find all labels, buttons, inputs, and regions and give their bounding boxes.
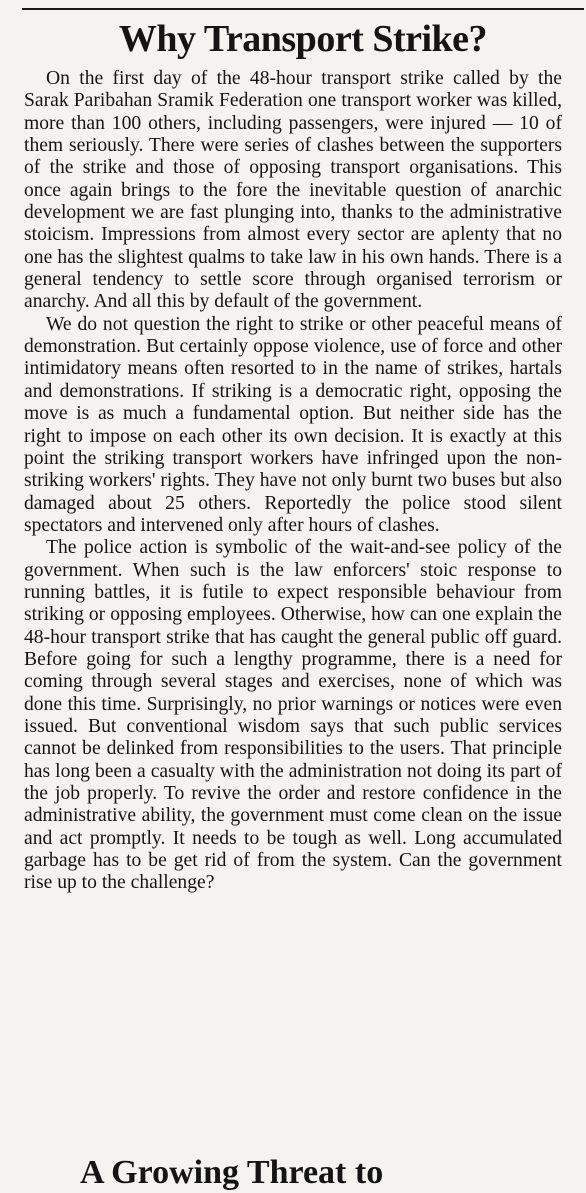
paragraph-3: The police action is symbolic of the wait-and-see policy of the government. When such is the law enforcers' stoic response to running battles, it is futile to expect responsible behaviour from striking or opposing employees. Otherwise, how can one explain the 48-hour transport strike that has caught the general public off guard. Before going for such a lengthy programme, there is a need for coming through several stages and exercises, none of which was done this time. Surprisingly, no prior warnings or notices were even issued. But conventional wisdom says that such public services cannot be delinked from responsibilities to the users. That principle has long been a casualty with the administration not doing its part of the job properly. To revive the order and restore confidence in the administrative ability, the government must come clean on the issue and act promptly. It needs to be tough as well. Long accumulated garbage has to be get rid of from the system. Can the government rise up to the challenge? [24,537,562,894]
next-article-headline: A Growing Threat to [80,1154,384,1191]
top-rule [22,8,584,10]
paragraph-2: We do not question the right to strike or other peaceful means of demonstration. But certainly oppose violence, use of force and other intimidatory means often resorted to in the name of strikes, hartals and demonstrations. If striking is a democratic right, opposing the move is as much a fundamental option. But neither side has the right to impose on each other its own decision. It is exactly at this point the striking transport workers have infringed upon the non-striking workers' rights. They have not only burnt two buses but also damaged about 25 others. Reportedly the police stood silent spectators and intervened only after hours of clashes. [24,313,562,536]
article-body [24,68,562,895]
article-headline: Why Transport Strike? [118,18,488,60]
paragraph-1: On the first day of the 48-hour transport strike called by the Sarak Paribahan Sramik Federation one transport worker was killed, more than 100 others, including passengers, were injured — 10 of them seriously. There were series of clashes between the supporters of the strike and those of opposing transport organisations. This once again brings to the fore the inevitable question of anarchic development we are fast plunging into, thanks to the administrative stoicism. Impressions from almost every sector are aplenty that no one has the slightest qualms to take law in his own hands. There is a general tendency to settle score through organised terrorism or anarchy. And all this by default of the government. [24,68,562,313]
